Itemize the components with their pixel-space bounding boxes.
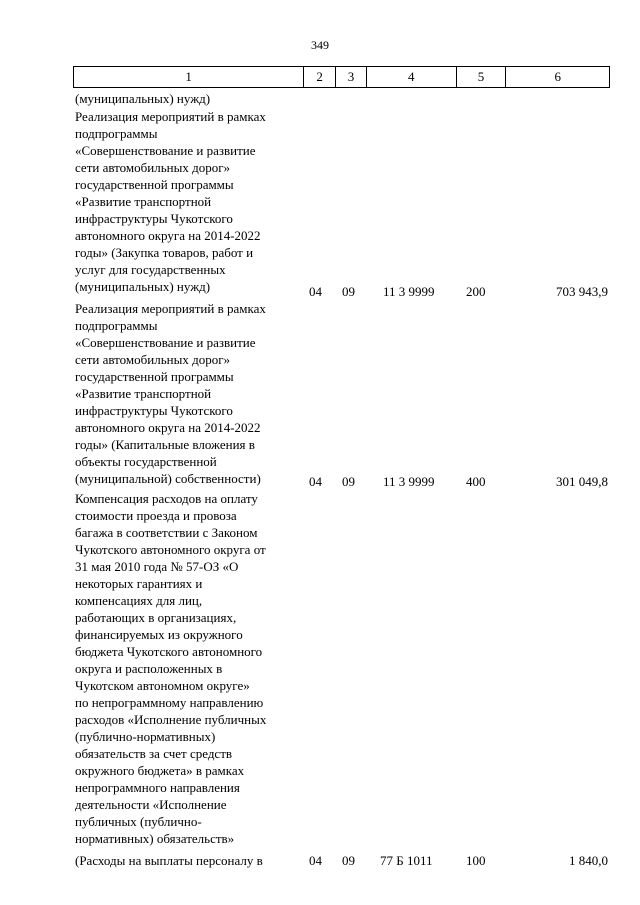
row-1-sum: 703 943,9 <box>556 284 608 299</box>
row-3-line-11: Чукотском автономном округе» <box>75 678 250 693</box>
row-3-line-2: багажа в соответствии с Законом <box>75 525 258 540</box>
row-2-line-8: годы» (Капитальные вложения в <box>75 437 255 452</box>
header-col-3: 3 <box>336 67 367 87</box>
row-3-line-3: Чукотского автономного округа от <box>75 542 266 557</box>
row-1-line-1: подпрограммы <box>75 126 158 141</box>
row-1-line-4: государственной программы <box>75 177 234 192</box>
header-col-6: 6 <box>554 69 561 84</box>
row-1-vr: 200 <box>466 284 486 299</box>
row-3-line-14: (публично-нормативных) <box>75 729 216 744</box>
row-1-line-7: автономного округа на 2014-2022 <box>75 228 261 243</box>
row-3-line-7: работающих в организациях, <box>75 610 237 625</box>
header-col-2: 2 <box>304 67 336 87</box>
row-3-line-9: бюджета Чукотского автономного <box>75 644 263 659</box>
row-3-line-0: Компенсация расходов на оплату <box>75 491 258 506</box>
row-2-line-2: «Совершенствование и развитие <box>75 335 256 350</box>
row-3-line-4: 31 мая 2010 года № 57-ОЗ «О <box>75 559 239 574</box>
header-col-5: 5 <box>457 67 507 87</box>
row-3-line-16: окружного бюджета» в рамках <box>75 763 245 778</box>
row-1-line-8: годы» (Закупка товаров, работ и <box>75 245 254 260</box>
table-header <box>73 66 610 88</box>
row-3-line-5: некоторых гарантиях и <box>75 576 203 591</box>
row-3-line-20: нормативных) обязательств» <box>75 831 235 846</box>
row-1-line-6: инфраструктуры Чукотского <box>75 211 233 226</box>
row-2-line-1: подпрограммы <box>75 318 158 333</box>
row-2-line-4: государственной программы <box>75 369 234 384</box>
row-2-line-0: Реализация мероприятий в рамках <box>75 301 266 316</box>
row-2-vr: 400 <box>466 474 486 489</box>
row-2-line-9: объекты государственной <box>75 454 217 469</box>
row-3-vr: 100 <box>466 853 486 868</box>
row-3-line-1: стоимости проезда и провоза <box>75 508 237 523</box>
row-2-line-7: автономного округа на 2014-2022 <box>75 420 261 435</box>
row-3-line-15: обязательств за счет средств <box>75 746 233 761</box>
header-col-1: 1 <box>74 67 304 87</box>
row-1-line-0: Реализация мероприятий в рамках <box>75 109 266 124</box>
row-2-sum: 301 049,8 <box>556 474 608 489</box>
page-number: 349 <box>311 38 329 52</box>
row-1-line-5: «Развитие транспортной <box>75 194 212 209</box>
row-2-csr: 11 3 9999 <box>383 474 435 489</box>
row-1-csr: 11 3 9999 <box>383 284 435 299</box>
row-1-pr: 09 <box>342 284 355 299</box>
row-2-pr: 09 <box>342 474 355 489</box>
row-3-line-21: (Расходы на выплаты персоналу в <box>75 853 263 868</box>
row-3-sum: 1 840,0 <box>569 853 608 868</box>
row-1-line-3: сети автомобильных дорог» <box>75 160 231 175</box>
row-1-line-2: «Совершенствование и развитие <box>75 143 256 158</box>
row-3-line-8: финансируемых из окружного <box>75 627 243 642</box>
row-3-csr: 77 Б 1011 <box>380 853 433 868</box>
row-1-rz: 04 <box>309 284 322 299</box>
row-2-line-5: «Развитие транспортной <box>75 386 212 401</box>
row-3-line-6: компенсациях для лиц, <box>75 593 203 608</box>
header-col-4: 4 <box>367 67 457 87</box>
row-3-rz: 04 <box>309 853 322 868</box>
row-3-line-17: непрограммного направления <box>75 780 240 795</box>
row-3-line-12: по непрограммному направлению <box>75 695 264 710</box>
row-3-line-13: расходов «Исполнение публичных <box>75 712 267 727</box>
row-2-rz: 04 <box>309 474 322 489</box>
row-2-line-10: (муниципальной) собственности) <box>75 471 261 486</box>
row-3-line-19: публичных (публично- <box>75 814 202 829</box>
row-1-line-10: (муниципальных) нужд) <box>75 279 211 294</box>
row-3-pr: 09 <box>342 853 355 868</box>
row-1-line-9: услуг для государственных <box>75 262 226 277</box>
row-0-line-0: (муниципальных) нужд) <box>75 91 211 106</box>
row-3-line-18: деятельности «Исполнение <box>75 797 227 812</box>
row-2-line-3: сети автомобильных дорог» <box>75 352 231 367</box>
row-2-line-6: инфраструктуры Чукотского <box>75 403 233 418</box>
row-3-line-10: округа и расположенных в <box>75 661 223 676</box>
